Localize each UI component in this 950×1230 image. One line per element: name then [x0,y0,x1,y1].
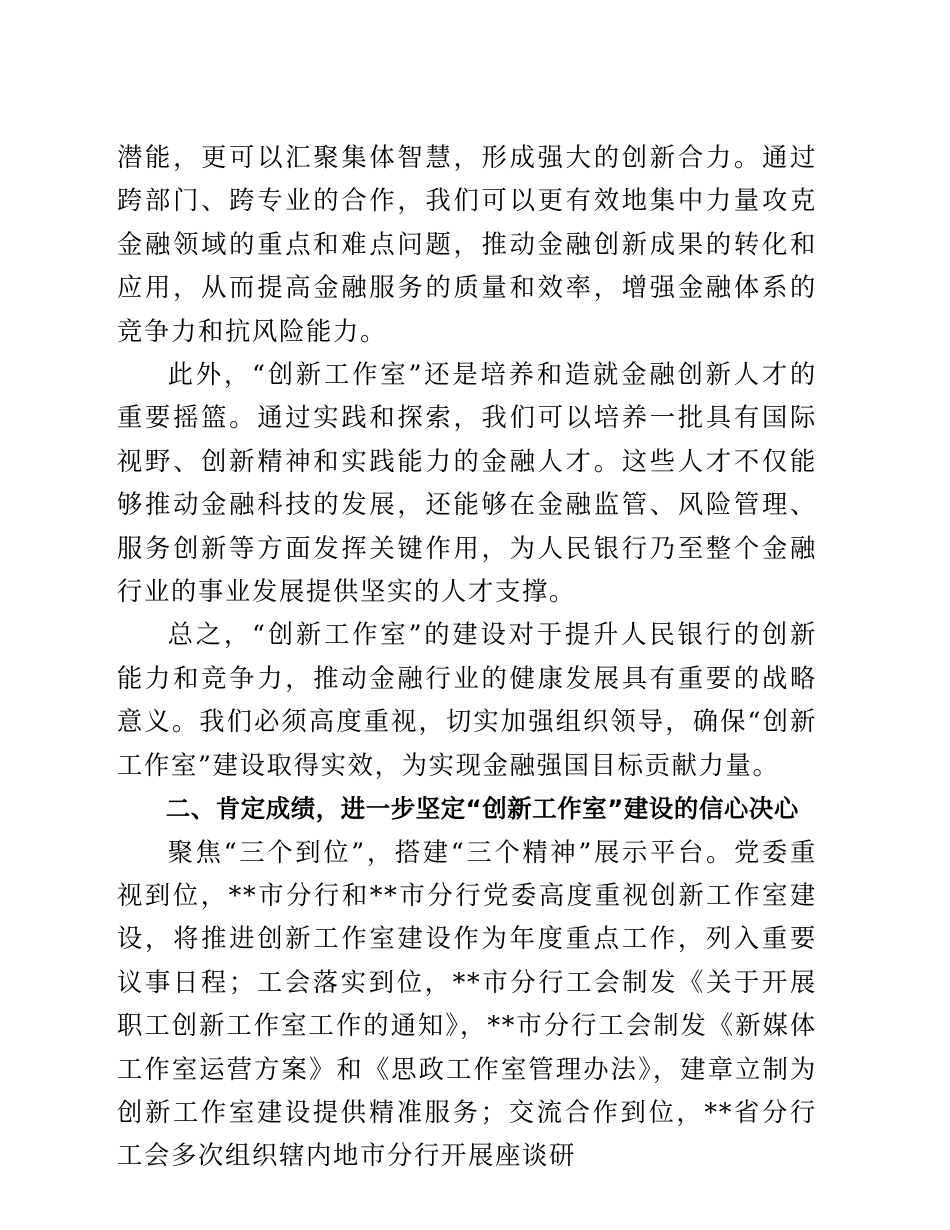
paragraph-conclusion: 总之，“创新工作室”的建设对于提升人民银行的创新能力和竞争力，推动金融行业的健康发展具有重要的战略意义。我们必须高度重视，切实加强组织领导，确保“创新工作室”建设取得实效，为实现金融强国目标贡献力量。 [117,620,817,780]
paragraph-continuation: 潜能，更可以汇聚集体智慧，形成强大的创新合力。通过跨部门、跨专业的合作，我们可以更有效地集中力量攻克金融领域的重点和难点问题，推动金融创新成果的转化和应用，从而提高金融服务的质量和效率，增强金融体系的竞争力和抗风险能力。 [117,143,817,346]
paragraph-three-in-place: 聚焦“三个到位”，搭建“三个精神”展示平台。党委重视到位，**市分行和**市分行党委高度重视创新工作室建设，将推进创新工作室建设作为年度重点工作，列入重要议事日程；工会落实到位，**市分行工会制发《关于开展职工创新工作室工作的通知》，**市分行工会制发《新媒体工作室运营方案》和《思政工作室管理办法》，建章立制为创新工作室建设提供精准服务；交流合作到位，**省分行工会多次组织辖内地市分行开展座谈研 [117,837,817,1171]
paragraph-talent-cultivation: 此外，“创新工作室”还是培养和造就金融创新人才的重要摇篮。通过实践和探索，我们可以培养一批具有国际视野、创新精神和实践能力的金融人才。这些人才不仅能够推动金融科技的发展，还能够在金融监管、风险管理、服务创新等方面发挥关键作用，为人民银行乃至整个金融行业的事业发展提供坚实的人才支撑。 [117,360,817,607]
section-heading-2: 二、肯定成绩，进一步坚定“创新工作室”建设的信心决心 [165,794,799,824]
document-body [117,136,817,1178]
